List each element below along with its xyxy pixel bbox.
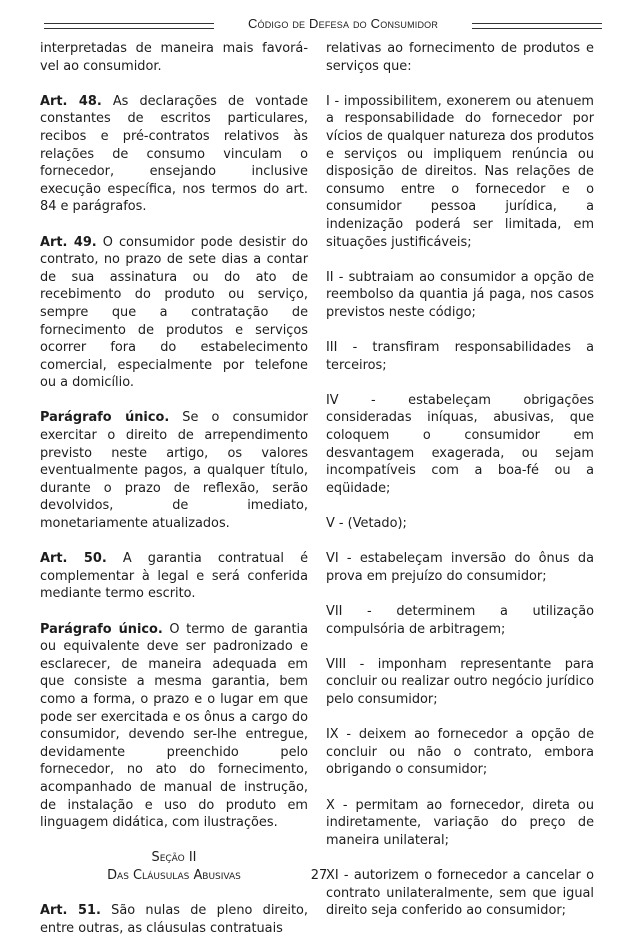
article-text: A garantia contratual é complementar à legal e será conferida mediante termo escrito. [40,551,308,602]
clause-item: V - (Vetado); [326,516,407,532]
article-text: As declarações de vontade constantes de escritos particulares, recibos e pré-contratos relativos às relações de consumo vinculam o fornecedor, ensejando inclusive execução específica, nos termos do art. 84 e parágrafos. [40,93,308,215]
paragraph-continuation [40,40,308,75]
article-51 [40,902,308,937]
clause-item: I - impossibilitem, exonerem ou atenuem a responsabilidade do fornecedor por vícios de qualquer natureza dos produtos e serviços ou impliquem renúncia ou disposição de direitos. Nas relações de consumo entre o fornecedor e o consumidor pessoa jurídica, a indenização poderá ser limitada, em situações justificáveis; [326,93,594,250]
running-header [40,18,600,40]
paragraph-label: Parágrafo único. [40,621,163,637]
clause-item: III - transfiram responsabilidades a terceiros; [326,340,594,373]
header-rule-right [472,23,602,29]
article-49 [40,234,308,392]
paragrafo-unico-49 [40,409,308,532]
article-48 [40,93,308,216]
section-title: Das Cláusulas Abusivas [107,867,241,883]
page-number: 27 [310,868,328,883]
clause-item: IX - deixem ao fornecedor a opção de concluir ou não o contrato, embora obrigando o consumidor; [326,727,594,778]
article-label: Art. 51. [40,903,101,919]
paragraph-text: O termo de garantia ou equivalente deve ser padronizado e esclarecer, de maneira adequada em que consiste a mesma garantia, bem como a forma, o prazo e o lugar em que pode ser exercitada e os ônus a cargo do consumidor, devendo ser-lhe entregue, devidamente preenchido pelo fornecedor, no ato do fornecimento, acompanhado de manual de instrução, de instalação e uso do produto em linguagem didática, com ilustrações. [40,621,308,831]
clause-item: IV - estabeleçam obrigações consideradas iníquas, abusivas, que coloquem o consumidor em desvantagem exagerada, ou sejam incompatíveis com a boa-fé ou a eqüidade; [326,392,594,496]
paragraph-text: interpretadas de maneira mais favorá-vel ao consumidor. [40,41,308,74]
article-50 [40,550,308,603]
clause-item: VIII - imponham representante para concluir ou realizar outro negócio jurídico pelo consumidor; [326,656,594,707]
paragraph-continuation: relativas ao fornecimento de produtos e serviços que: [326,41,594,74]
clause-item: VI - estabeleçam inversão do ônus da prova em prejuízo do consumidor; [326,551,594,584]
section-number: Seção II [151,850,197,866]
header-title: Código de Defesa do Consumidor [247,16,439,31]
article-text: O consumidor pode desistir do contrato, no prazo de sete dias a contar de sua assinatura ou do ato de recebimento do produto ou serviço, sempre que a contratação de fornecimento de produtos e serviços ocorrer fora do estabelecimento comercial, especialmente por telefone ou a domicílio. [40,234,308,391]
article-label: Art. 49. [40,234,97,250]
paragrafo-unico-50 [40,621,308,832]
clause-item: VII - determinem a utilização compulsória de arbitragem; [326,604,594,637]
article-label: Art. 50. [40,551,107,567]
paragraph-label: Parágrafo único. [40,410,170,426]
paragraph-text: Se o consumidor exercitar o direito de arrependimento previsto neste artigo, os valores eventualmente pagos, a qualquer título, durante o prazo de reflexão, serão devolvidos, de imediato, monetariamente atualizados. [40,410,308,532]
clause-item: XI - autorizem o fornecedor a cancelar o contrato unilateralmente, sem que igual direito seja conferido ao consumidor; [326,867,594,919]
clause-item: X - permitam ao fornecedor, direta ou indiretamente, variação do preço de maneira unilateral; [326,797,594,848]
article-label: Art. 48. [40,93,102,109]
right-column [326,40,594,920]
article-text: São nulas de pleno direito, entre outras, as cláusulas contratuais [40,903,308,936]
header-rule-left [44,23,214,29]
clause-item: II - subtraiam ao consumidor a opção de reembolso da quantia já paga, nos casos previstos neste código; [326,269,594,320]
left-column [40,40,308,937]
